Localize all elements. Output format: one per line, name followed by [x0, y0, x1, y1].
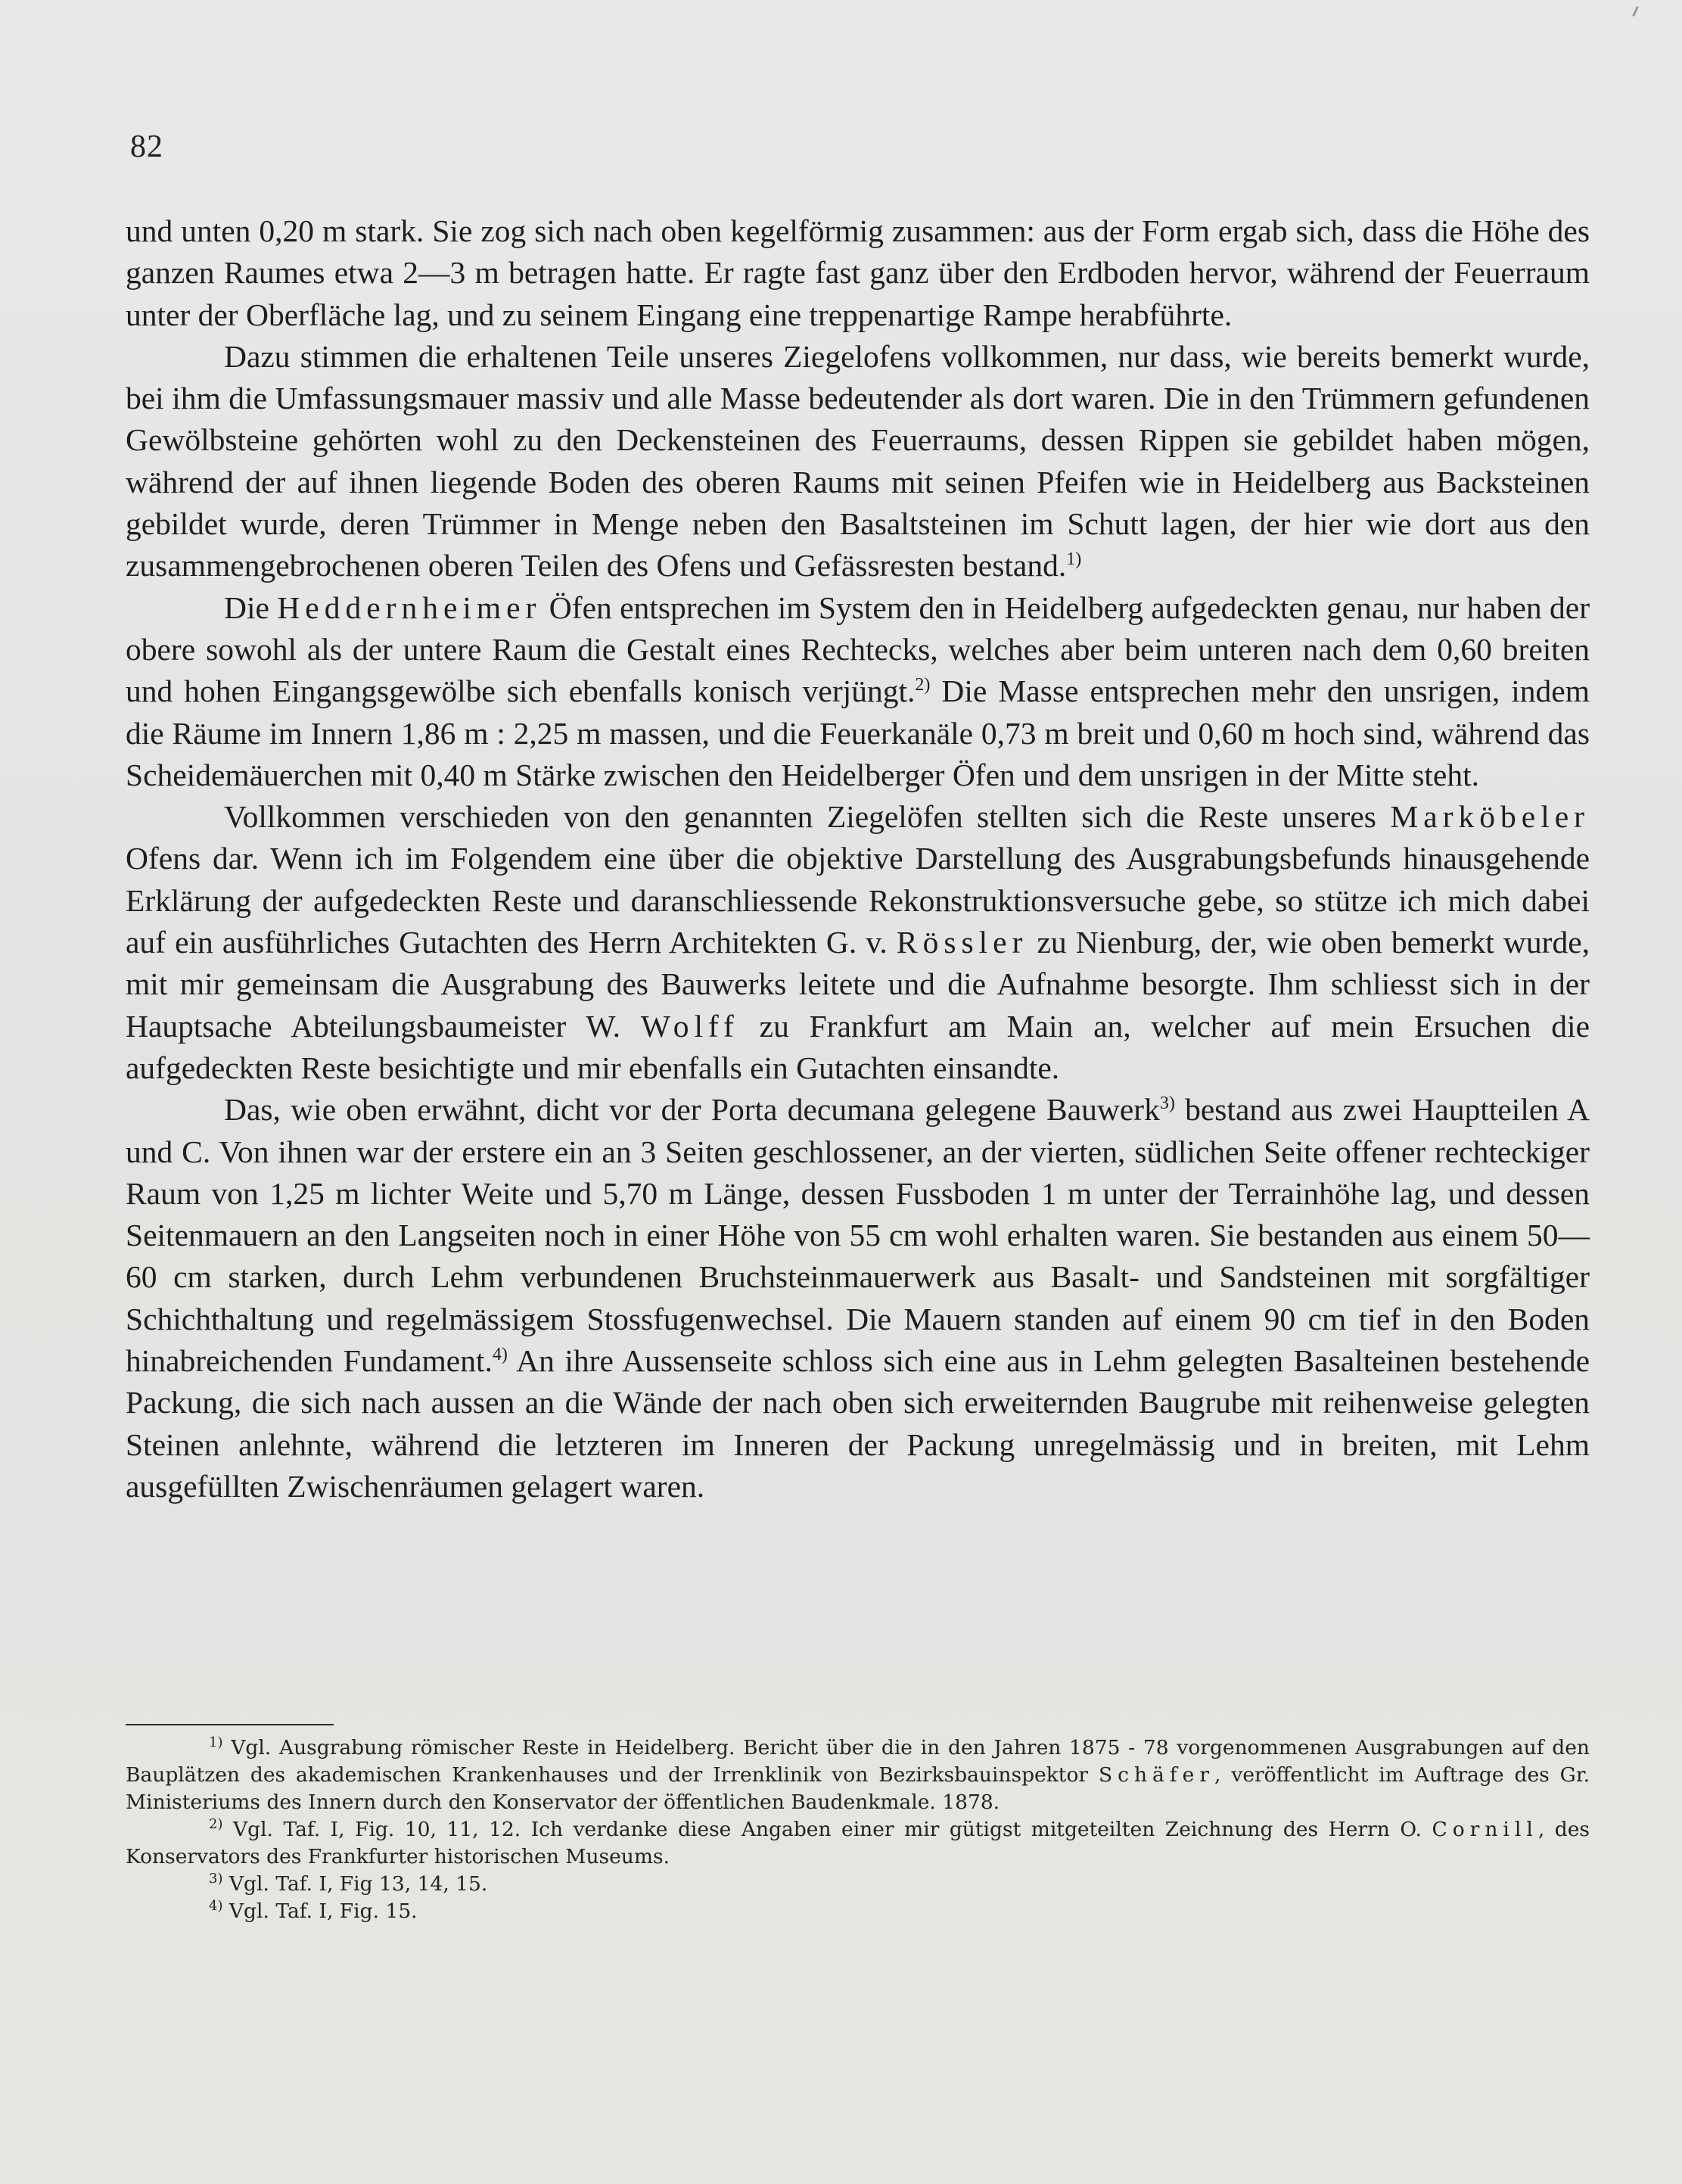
footnote-divider: [126, 1724, 334, 1725]
spaced-name-schaefer: Schäfer: [1098, 1763, 1215, 1787]
body-text: [126, 210, 1590, 1507]
spaced-name-wolff: Wolff: [640, 1008, 739, 1044]
footnote-2: $^{2)}$ Vgl. Taf. I, Fig. 10, 11, 12. Ich verdanke diese Angaben einer mir gütigst mitgeteilten Zeichnung des Herrn O. Cornill, des Konservators des Frankfurter historischen Museums.: [126, 1816, 1590, 1868]
page-number: 82: [130, 129, 163, 164]
footnote-ref-1: 1): [1066, 549, 1082, 570]
spaced-name-cornill: Cornill: [1432, 1818, 1538, 1841]
footnote-1: $^{1)}$ Vgl. Ausgrabung römischer Reste in Heidelberg. Bericht über die in den Jahren 1875 - 78 vorgenommenen Ausgrabungen auf den Bauplätzen des akademischen Krankenhauses und der Irrenklinik von Bezirksbauinspektor Schäfer, veröffentlicht im Auftrage des Gr. Ministeriums des Innern durch den Konservator der öffentlichen Baudenkmale. 1878.: [126, 1734, 1590, 1814]
paragraph-4: Vollkommen verschieden von den genannten Ziegelöfen stellten sich die Reste unseres Marköbeler Ofens dar. Wenn ich im Folgendem eine über die objektive Darstellung des Ausgrabungsbefunds hinausgehende Erklärung der aufgedeckten Reste und daranschliessende Rekonstruktionsversuche gebe, so stütze ich mich dabei auf ein ausführliches Gutachten des Herrn Architekten G. v. Rössler zu Nienburg, der, wie oben bemerkt wurde, mit mir gemeinsam die Ausgrabung des Bauwerks leitete und die Aufnahme besorgte. Ihm schliesst sich in der Hauptsache Abteilungsbaumeister W. Wolff zu Frankfurt am Main an, welcher auf mein Ersuchen die aufgedeckten Reste besichtigte und mir ebenfalls ein Gutachten einsandte.: [126, 799, 1590, 1085]
spaced-name-markoebeler: Marköbeler: [1390, 799, 1590, 835]
scan-artifact-mark: [1632, 6, 1639, 17]
footnote-4: $^{4)}$ Vgl. Taf. I, Fig. 15.: [209, 1898, 418, 1923]
paragraph-2: Dazu stimmen die erhaltenen Teile unseres Ziegelofens vollkommen, nur dass, wie bereits bemerkt wurde, bei ihm die Umfassungsmauer massiv und alle Masse bedeutender als dort waren. Die in den Trümmern gefundenen Gewölbsteine gehörten wohl zu den Deckensteinen des Feuerraums, dessen Rippen sie gebildet haben mögen, während der auf ihnen liegende Boden des oberen Raums mit seinen Pfeifen wie in Heidelberg aus Backsteinen gebildet wurde, deren Trümmer in Menge neben den Basaltsteinen im Schutt lagen, der hier wie dort aus den zusammengebrochenen oberen Teilen des Ofens und Gefässresten bestand.$^{1)}$: [126, 338, 1590, 583]
spaced-name-roessler: Rössler: [896, 925, 1028, 960]
footnote-ref-3: 3): [1159, 1094, 1175, 1114]
footnotes: [126, 1734, 1590, 1925]
paragraph-1: und unten 0,20 m stark. Sie zog sich nach oben kegelförmig zusammen: aus der Form ergab sich, dass die Höhe des ganzen Raumes etwa 2—3 m betragen hatte. Er ragte fast ganz über den Erdboden hervor, während der Feuerraum unter der Oberfläche lag, und zu seinem Eingang eine treppenartige Rampe herabführte.: [126, 213, 1590, 332]
footnote-ref-4: 4): [492, 1345, 508, 1365]
footnote-3: $^{3)}$ Vgl. Taf. I, Fig 13, 14, 15.: [209, 1871, 488, 1896]
paragraph-3: Die Heddernheimer Öfen entsprechen im System den in Heidelberg aufgedeckten genau, nur haben der obere sowohl als der untere Raum die Gestalt eines Rechtecks, welches aber beim unteren nach dem 0,60 breiten und hohen Eingangsgewölbe sich ebenfalls konisch verjüngt.$^{2)}$ Die Masse entsprechen mehr den unsrigen, indem die Räume im Innern 1,86 m : 2,25 m massen, und die Feuerkanäle 0,73 m breit und 0,60 m hoch sind, während das Scheidemäuerchen mit 0,40 m Stärke zwischen den Heidelberger Öfen und dem unsrigen in der Mitte steht.: [126, 590, 1590, 792]
footnote-ref-2: 2): [915, 675, 931, 695]
spaced-name-heddernheimer: Heddernheimer: [277, 590, 542, 625]
paragraph-5: Das, wie oben erwähnt, dicht vor der Porta decumana gelegene Bauwerk$^{3)}$ bestand aus zwei Hauptteilen A und C. Von ihnen war der erstere ein an 3 Seiten geschlossener, an der vierten, südlichen Seite offener rechteckiger Raum von 1,25 m lichter Weite und 5,70 m Länge, dessen Fussboden 1 m unter der Terrainhöhe lag, und dessen Seitenmauern an den Langseiten noch in einer Höhe von 55 cm wohl erhalten waren. Sie bestanden aus einem 50—60 cm starken, durch Lehm verbundenen Bruchsteinmauerwerk aus Basalt- und Sandsteinen mit sorgfältiger Schichthaltung und regelmässigem Stossfugenwechsel. Die Mauern standen auf einem 90 cm tief in den Boden hinabreichenden Fundament.$^{4)}$ An ihre Aussenseite schloss sich eine aus in Lehm gelegten Basalteinen bestehende Packung, die sich nach aussen an die Wände der nach oben sich erweiternden Baugrube mit reihenweise gelegten Steinen anlehnte, während die letzteren im Inneren der Packung unregelmässig und in breiten, mit Lehm ausgefüllten Zwischenräumen gelagert waren.: [126, 1092, 1590, 1504]
